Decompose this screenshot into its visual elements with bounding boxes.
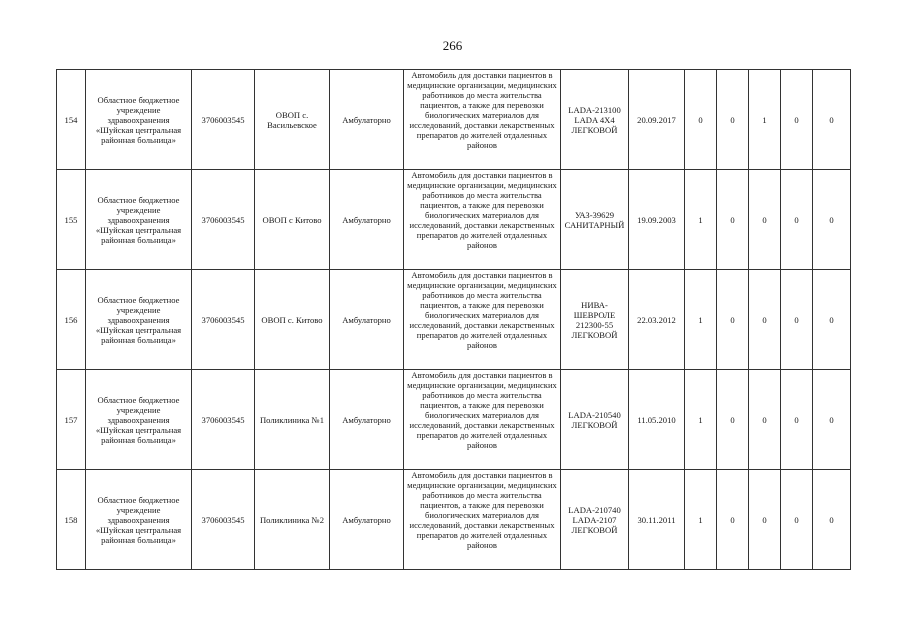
date-cell: 19.09.2003 bbox=[629, 170, 685, 270]
inn-cell: 3706003545 bbox=[192, 170, 255, 270]
count-cell-2: 0 bbox=[717, 170, 749, 270]
count-cell-5: 0 bbox=[813, 470, 851, 570]
count-cell-5: 0 bbox=[813, 370, 851, 470]
vehicle-model-cell: LADA-210540 ЛЕГКОВОЙ bbox=[561, 370, 629, 470]
purpose-cell bbox=[404, 170, 561, 270]
table-row bbox=[57, 70, 851, 170]
count-cell-5: 0 bbox=[813, 170, 851, 270]
unit-cell: Поликлиника №1 bbox=[255, 370, 330, 470]
count-cell-3: 1 bbox=[749, 70, 781, 170]
table-row bbox=[57, 170, 851, 270]
purpose-text: Автомобиль для доставки пациентов в медицинские организации, медицинских работников до места жительства пациентов, а также для перевозки биологических материалов для исследований, доставки лекарственных препаратов до жителей отдаленных районов bbox=[407, 470, 557, 550]
purpose-text: Автомобиль для доставки пациентов в медицинские организации, медицинских работников до места жительства пациентов, а также для перевозки биологических материалов для исследований, доставки лекарственных препаратов до жителей отдаленных районов bbox=[407, 70, 557, 150]
date-cell: 30.11.2011 bbox=[629, 470, 685, 570]
count-cell-3: 0 bbox=[749, 370, 781, 470]
date-cell: 11.05.2010 bbox=[629, 370, 685, 470]
table-row bbox=[57, 370, 851, 470]
count-cell-4: 0 bbox=[781, 70, 813, 170]
purpose-cell bbox=[404, 470, 561, 570]
count-cell-4: 0 bbox=[781, 170, 813, 270]
organization-cell: Областное бюджетное учреждение здравоохранения «Шуйская центральная районная больница» bbox=[86, 370, 192, 470]
vehicle-model-cell: УАЗ-39629 САНИТАРНЫЙ bbox=[561, 170, 629, 270]
row-index: 154 bbox=[57, 70, 86, 170]
count-cell-1: 1 bbox=[685, 270, 717, 370]
count-cell-4: 0 bbox=[781, 270, 813, 370]
care-type-cell: Амбулаторно bbox=[330, 170, 404, 270]
count-cell-5: 0 bbox=[813, 270, 851, 370]
count-cell-1: 1 bbox=[685, 170, 717, 270]
inn-cell: 3706003545 bbox=[192, 270, 255, 370]
purpose-cell bbox=[404, 370, 561, 470]
purpose-text: Автомобиль для доставки пациентов в медицинские организации, медицинских работников до места жительства пациентов, а также для перевозки биологических материалов для исследований, доставки лекарственных препаратов до жителей отдаленных районов bbox=[407, 170, 557, 250]
table-row bbox=[57, 470, 851, 570]
row-index: 155 bbox=[57, 170, 86, 270]
inn-cell: 3706003545 bbox=[192, 70, 255, 170]
count-cell-1: 1 bbox=[685, 470, 717, 570]
date-cell: 20.09.2017 bbox=[629, 70, 685, 170]
purpose-text: Автомобиль для доставки пациентов в медицинские организации, медицинских работников до места жительства пациентов, а также для перевозки биологических материалов для исследований, доставки лекарственных препаратов до жителей отдаленных районов bbox=[407, 370, 557, 450]
count-cell-1: 1 bbox=[685, 370, 717, 470]
organization-cell: Областное бюджетное учреждение здравоохранения «Шуйская центральная районная больница» bbox=[86, 70, 192, 170]
purpose-cell bbox=[404, 70, 561, 170]
count-cell-3: 0 bbox=[749, 470, 781, 570]
count-cell-4: 0 bbox=[781, 470, 813, 570]
unit-cell: ОВОП с. Васильевское bbox=[255, 70, 330, 170]
count-cell-2: 0 bbox=[717, 270, 749, 370]
purpose-text: Автомобиль для доставки пациентов в медицинские организации, медицинских работников до места жительства пациентов, а также для перевозки биологических материалов для исследований, доставки лекарственных препаратов до жителей отдаленных районов bbox=[407, 270, 557, 350]
inn-cell: 3706003545 bbox=[192, 470, 255, 570]
date-cell: 22.03.2012 bbox=[629, 270, 685, 370]
purpose-cell bbox=[404, 270, 561, 370]
vehicle-model-cell: LADA-213100 LADA 4X4 ЛЕГКОВОЙ bbox=[561, 70, 629, 170]
count-cell-2: 0 bbox=[717, 370, 749, 470]
vehicle-model-cell: НИВА-ШЕВРОЛЕ 212300-55 ЛЕГКОВОЙ bbox=[561, 270, 629, 370]
vehicle-registry-table bbox=[56, 69, 851, 570]
count-cell-3: 0 bbox=[749, 170, 781, 270]
table-row bbox=[57, 270, 851, 370]
care-type-cell: Амбулаторно bbox=[330, 370, 404, 470]
unit-cell: Поликлиника №2 bbox=[255, 470, 330, 570]
unit-cell: ОВОП с Китово bbox=[255, 170, 330, 270]
unit-cell: ОВОП с. Китово bbox=[255, 270, 330, 370]
count-cell-2: 0 bbox=[717, 70, 749, 170]
organization-cell: Областное бюджетное учреждение здравоохранения «Шуйская центральная районная больница» bbox=[86, 470, 192, 570]
vehicle-model-cell: LADA-210740 LADA-2107 ЛЕГКОВОЙ bbox=[561, 470, 629, 570]
count-cell-2: 0 bbox=[717, 470, 749, 570]
inn-cell: 3706003545 bbox=[192, 370, 255, 470]
care-type-cell: Амбулаторно bbox=[330, 470, 404, 570]
row-index: 157 bbox=[57, 370, 86, 470]
count-cell-1: 0 bbox=[685, 70, 717, 170]
page-number: 266 bbox=[442, 38, 463, 53]
care-type-cell: Амбулаторно bbox=[330, 70, 404, 170]
row-index: 156 bbox=[57, 270, 86, 370]
organization-cell: Областное бюджетное учреждение здравоохранения «Шуйская центральная районная больница» bbox=[86, 170, 192, 270]
count-cell-4: 0 bbox=[781, 370, 813, 470]
count-cell-5: 0 bbox=[813, 70, 851, 170]
count-cell-3: 0 bbox=[749, 270, 781, 370]
table-body bbox=[57, 70, 851, 570]
organization-cell: Областное бюджетное учреждение здравоохранения «Шуйская центральная районная больница» bbox=[86, 270, 192, 370]
row-index: 158 bbox=[57, 470, 86, 570]
care-type-cell: Амбулаторно bbox=[330, 270, 404, 370]
